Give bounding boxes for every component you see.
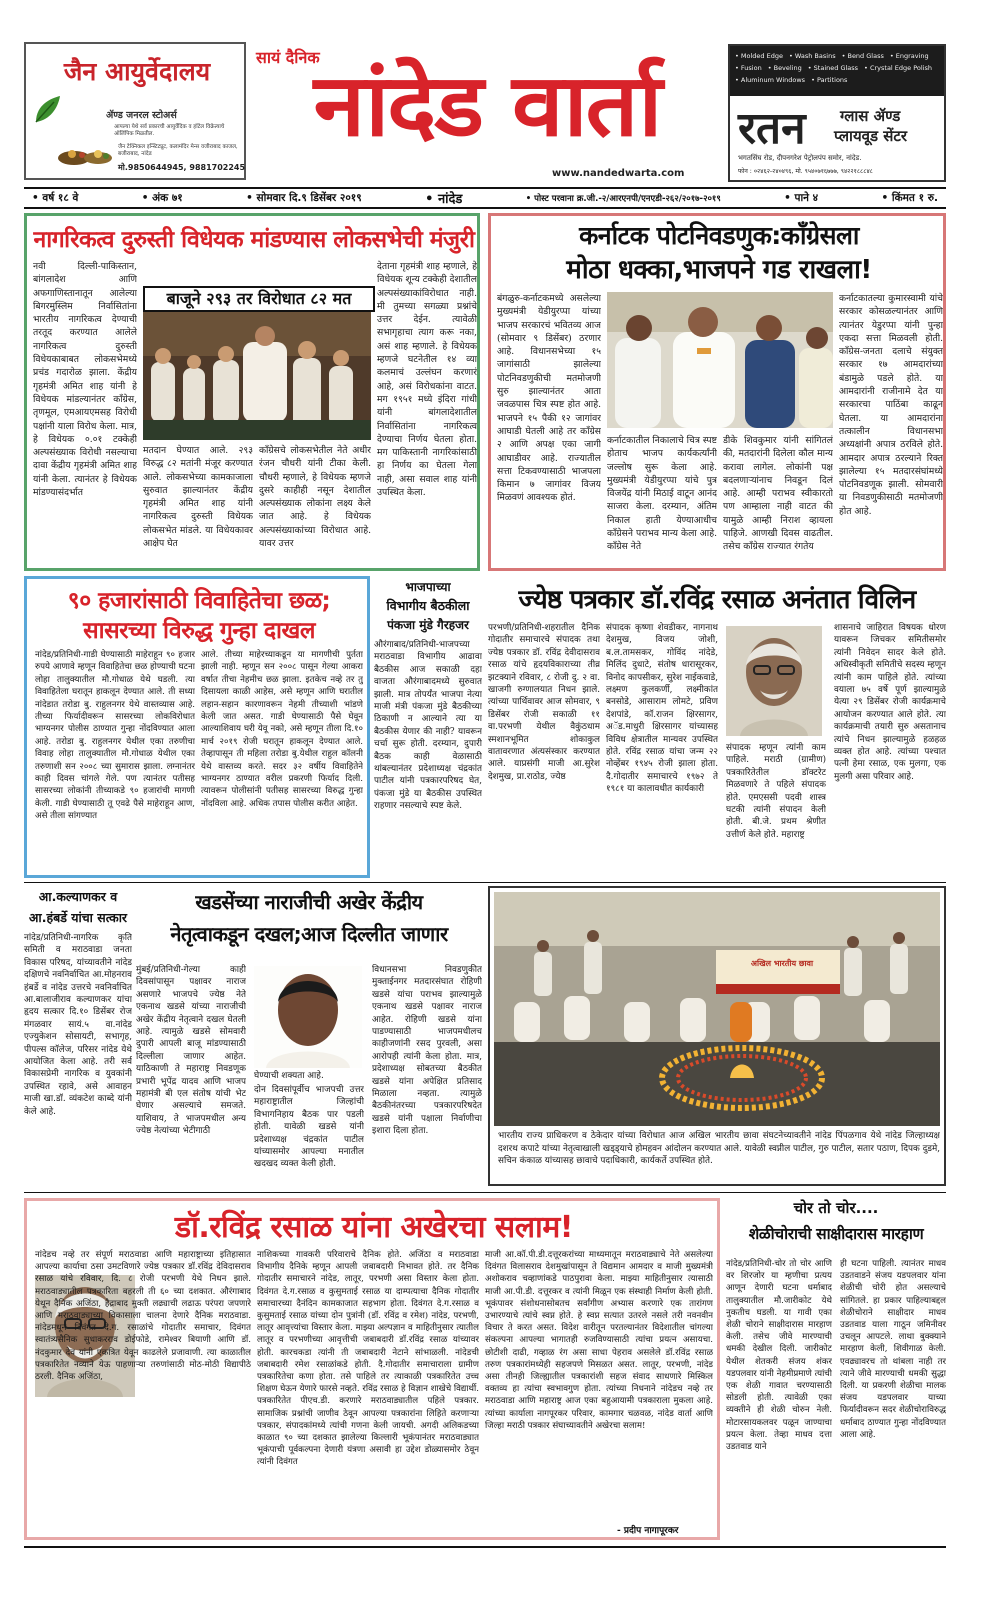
- theft-col-1: नांदेड/प्रतिनिधी-चोर तो चोर आणि वर शिरजोर या म्हणीचा प्रत्यय आणून देणारी घटना धर्माबाद तालुक्यातील मौ.जारीकोट येथे नुकतीच घडली. या गावी एका शेळी चोराने साक्षीदारास मारहाण केली. तसेच जीवे मारण्याची धमकी देखील दिली. जारीकोट येथील शेतकरी संजय शंकर यडपलवार यांनी नेहमीप्रमाणे त्यांची एक शेळी गावात चरण्यासाठी सोडली होती. त्यावेळी एका व्यक्तीने ही शेळी चोरुन नेली. मोटारसायकलवर पळून जाण्याचा प्रयत्न केला. तेव्हा माधव दत्ता उडतवाड याने: [726, 1259, 832, 1453]
- pankaja-headline-3: पंकजा मुंडे गैरहजर: [387, 618, 469, 632]
- kalyankar-body: नांदेड/प्रतिनिधी-नागरिक कृति समिती व मराठवाडा जनता विकास परिषद, यांच्यावतीने नांदेड दक्षिणचे नवनिर्वाचित आ.मोहनराव हंबर्डे व नांदेड उत्तरचे नवनिर्वाचित आ.बालाजीराव कल्याणकर यांचा हृदय सत्कार दि.१० डिसेंबर रोज मंगळवार सायं.५ वा.नांदेड एज्युकेशन सोसायटी, सभागृह, पीपल्स कॉलेज, परिसर नांदेड येथे आयोजित केला आहे. तरी सर्व विकासप्रेमी नागरिक व युवकांनी उपस्थित रहावे, असे आवाहन माजी खा.डॉ. व्यंकटेश काब्दे यांनी केले आहे.: [24, 933, 132, 1117]
- khadse-story: [136, 888, 482, 1186]
- rasal-col-1: परभणी/प्रतिनिधी-शहरातील दैनिक गोदातीर समाचारचे संपादक तथा ज्येष्ठ पत्रकार डॉ. रविंद्र देवीदासराव रसाळ यांचे हृदयविकाराच्या तीव्र झटक्याने रविवार, ८ रोजी दु. २ वा. खाजगी रुग्णालयात निधन झाले. त्यांच्या पार्थिवावर आज सोमवार, ९ डिसेंबर रोजी सकाळी ११ वा.परभणी येथील वैकुंठधाम स्मशानभूमित शोकाकुल वातावरणात अंत्यसंस्कार करण्यात आले. याप्रसंगी माजी आ.सुरेश देशमुख, प्रा.राठोड, ज्येष्ठ: [488, 623, 600, 782]
- service-item: • Wash Basins: [788, 52, 836, 60]
- protest-photo: [494, 892, 940, 1126]
- kalyankar-story: [24, 888, 132, 1186]
- ratan-glass-ad: [728, 44, 946, 182]
- masthead-title: नांदेड वार्ता: [313, 56, 661, 156]
- citizenship-headline: नागरिकत्व दुरुस्ती विधेयक मांडण्यास लोकसभेची मंजुरी: [33, 227, 475, 253]
- pankaja-story: [374, 578, 482, 878]
- ratan-line1: ग्लास ॲण्ड: [840, 107, 901, 125]
- service-item: • Aluminum Windows: [735, 76, 806, 84]
- rasal-col-3: संपादक म्हणून त्यांनी काम पाहिले. मराठी (ग्रामीण) पत्रकारितेतील डॉक्टरेट मिळवणारे ते पहिले संपादक होते. एमएससी पदवी शास्त्र घटकी त्यांनी संपादन केली होती. बी.जे. प्रथम श्रेणीत उत्तीर्ण केले होते. महाराष्ट्र: [726, 743, 826, 840]
- jain-ayurvedalaya-ad: [24, 42, 246, 180]
- ad-phone: मो.9850644945, 9881702245: [118, 163, 246, 172]
- salaam-col-3: माजी आ.कॉ.पी.डी.दत्तूरकरांच्या माध्यमातून मराठवाड्याचे नेते असलेल्या दिवंगत विलासराव देशमुखांपासून ते विद्यमान आमदार व माजी मुख्यमंत्री अशोकराव चव्हाणांकडे पाठपुरावा केला. माझ्या माहितीनुसार त्यासाठी माजी आ.पी.डी. दत्तूरकर व त्यांनी मिळून एक संस्थाही निर्माण केली होती. भूकंपावर संशोधनासोबतच सर्वांगीण अभ्यास करणारे एक तारांगण उभारण्याचे त्यांचे स्वप्न होते. हे स्वप्न सत्यात उतरले नसले तरी नवनवीन विचार ते करत असत. विदेश वारीतून परतल्यानंतर विदेशातील चांगल्या संकल्पना आपल्या भागातही रुजविण्यासाठी त्यांचा प्रयत्न असायचा. छोटीशी दाढी, गव्हाळ रंग असा साधा पेहराव असलेले डॉ.रविंद्र रसाळ तरुण पत्रकारांमध्येही सहजपणे मिसळत असत. लातूर, परभणी, नांदेड असा तीनही जिल्ह्यातील पत्रकारांशी सहज संवाद साधणारे मिस्किल वक्तव्य हा त्यांचा स्वभावगुण होता. त्यांच्या निधनाने नांदेडच नव्हे तर मराठवाडा आणि महाराष्ट्र आज एका बहुआयामी पत्रकाराला मुकला आहे. त्यांच्या कार्याला नागपूरकर परिवार, कामगार चळवळ, नांदेड वार्ता आणि जिल्हा मराठी पत्रकार संघाच्यावतीने अखेरचा सलाम!: [485, 1250, 713, 1431]
- ratan-address: भगतसिंघ रोड, दीपनगरेश पेट्रोलपंप समोर, नांदेड.: [738, 154, 862, 162]
- dateline-city: • नांदेड: [425, 192, 463, 207]
- dateline-bar: [24, 187, 946, 209]
- citizenship-col-1: नवी दिल्ली-पाकिस्तान, बांगलादेश आणि अफगाणिस्तानातून आलेल्या बिगरमुस्लिम निर्वासितांना भारतीय नागरिकत्व देण्याची तरतूद करण्यात आलेले नागरिकत्व दुरुस्ती विधेयकाबाबत लोकसभेमध्ये प्रचंड गदारोळ झाला. केंद्रीय गृहमंत्री अमित शाह यांनी हे विधेयक मांडल्यानंतर काँग्रेस, तृणमूल, एमआयएमसह विरोधी पक्षांनी याला विरोध केला. मात्र, हे विधेयक ०.०१ टक्केही अल्पसंख्याक विरोधी नसल्याचा दावा केंद्रीय गृहमंत्री अमित शाह यांनी केला. त्यानंतर हे विधेयक मांडण्यासंदर्भात: [33, 261, 137, 499]
- khadse-headline-1: खडसेंच्या नाराजीची अखेर केंद्रीय: [195, 890, 423, 914]
- dateline-issue: • अंक ७१: [141, 192, 183, 204]
- khadse-portrait: [254, 966, 362, 1068]
- karnataka-col-4: कर्नाटकातल्या कुमारस्वामी यांचे सरकार कोसळल्यानंतर आणि त्यानंतर येडुरप्पा यांनी पुन्हा एकदा सत्ता मिळवली होती. काँग्रेस-जनता दलाचे संयुक्त सरकार १७ आमदारांच्या बंडामुळे पडले होते. या आमदारांनी राजीनामे देत या सरकारचा पाठिंबा काढून घेतला. या आमदारांना तत्कालीन विधानसभा अध्यक्षांनी अपात्र ठरविले होते. आमदार अपात्र ठरल्याने रिक्त झालेल्या १५ मतदारसंघांमध्ये पोटनिवडणूक झाली. सोमवारी या निवडणुकीसाठी मतमोजणी होत आहे.: [839, 293, 943, 517]
- citizenship-tag-box: [143, 286, 375, 312]
- dateline-license: • पोस्ट परवाना क्र.जी.-२/आरएनपी/एनएडी-२६२/२०१७-२०१९: [525, 193, 721, 204]
- citizenship-tag: बाजूने २९३ तर विरोधात ८२ मत: [166, 289, 352, 308]
- pankaja-body: औरंगाबाद/प्रतिनिधी-भाजपच्या मराठवाडा विभागीय आढावा बैठकीस आज सकाळी दहा वाजता औरंगाबादमध्ये सुरुवात झाली. मात्र तोपर्यंत भाजपा नेत्या माजी मंत्री पंकजा मुंडे बैठकीच्या ठिकाणी न आल्याने त्या या बैठकीस येणार की नाही? यावरून चर्चा सुरू होती. दरम्यान, दुपारी बैठक काही वेळासाठी थांबल्यानंतर प्रदेशाध्यक्ष चंद्रकांत पाटील यांनी पत्रकारपरिषद घेत, पंकजा मुंडे या बैठकीस उपस्थित राहणार नसल्याचे स्पष्ट केले.: [374, 640, 482, 812]
- ratan-phone: फोन : ०२४६२-२४०४९६, मो. ९५४०७१६७७७, ९४२२१८८८४८: [738, 168, 873, 175]
- service-item: • Molded Edge: [735, 52, 783, 60]
- khadse-col-2b: दोन दिवसांपूर्वीच भाजपची उत्तर महाराष्ट्रातील जिल्हांची विभागनिहाय बैठक पार पडली होती. यावेळी खडसे यांनी प्रदेशाध्यक्ष चंद्रकांत पाटील यांच्यासमोर आपल्या मनातील खदखद व्यक्त केली होती.: [254, 1085, 364, 1170]
- kalyankar-headline-2: आ.हंबर्डे यांचा सत्कार: [28, 910, 128, 925]
- khadse-col-1: मुंबई/प्रतिनिधी-गेल्या काही दिवसांपासून पक्षावर नाराज असणारे भाजपचे ज्येष्ठ नेते एकनाथ खडसे यांच्या नाराजीची अखेर केंद्रीय नेतृत्वाने दखल घेतली आहे. त्यामुळे खडसे सोमवारी दुपारी आपली बाजू मांडण्यासाठी दिल्लीला जाणार आहेत. याठिकाणी ते महाराष्ट्र निवडणूक प्रभारी भूपेंद्र यादव आणि भाजप महामंत्री बी एल संतोष यांची भेट घेणार असल्याचे समजते. याशिवाय, ते भाजपमधील अन्य ज्येष्ठ नेत्यांच्या भेटीगाठी: [136, 965, 246, 1137]
- dateline-year: • वर्ष १८ वे: [32, 192, 79, 204]
- rasal-story: [488, 578, 946, 878]
- masthead-kicker: सायं दैनिक: [256, 48, 320, 67]
- celebration-photo: [607, 292, 833, 428]
- khadse-col-3: विधानसभा निवडणुकीत मुक्ताईनगर मतदारसंघात रोहिणी खडसे यांचा पराभव झाल्यामुळे एकनाथ खडसे पक्षावर नाराज आहेत. रोहिणी खडसे यांना पाडण्यासाठी भाजपमधीलच काहीजणांनी रसद पुरवली, असा आरोपही त्यांनी केला होता. मात्र, प्रदेशाध्यक्ष सोबतच्या बैठकीत खडसे यांना अपेक्षित प्रतिसाद मिळाला नव्हता. त्यामुळे बैठकीनंतरच्या पत्रकारपरिषदेत खडसे यांनी पक्षाला निर्वाणीचा इशारा दिला होता.: [372, 965, 482, 1137]
- dowry-headline-1: ९० हजारांसाठी विवाहितेचा छळ;: [67, 588, 331, 614]
- pankaja-kicker: भाजपाच्या: [405, 580, 451, 594]
- salaam-story: [24, 1198, 720, 1540]
- protest-caption: भारतीय राज्य प्राधिकरण व ठेकेदार यांच्या विरोधात आज अखिल भारतीय छावा संघटनेच्यावतीने नांदेड पिंपळगाव येथे नांदेड जिल्हाध्यक्ष दशरथ कपाटे यांच्या नेतृत्वाखाली खड्ड्याचे होमहवन आंदोलन करण्यात आले. यावेळी स्वप्नील पाटील, गुरु पाटील, सतार पठाण, दिपक दुडमे, सचिन कंकाळ यांच्यासह छावाचे पदाधिकारी, कार्यकर्ते उपस्थित होते.: [498, 1131, 940, 1167]
- rasal-col-4: शासनाचे जाहिरात विषयक धोरण यावरून जिचकर समितीसमोर त्यांनी निवेदन सादर केले होते. अधिस्वीकृती समितीचे सदस्य म्हणून त्यांनी काम पाहिले होते. त्यांच्या वयाला ७५ वर्षे पूर्ण झाल्यामुळे येत्या २९ डिसेंबर रोजी कार्यक्रमाचे आयोजन करण्यात आले होते. त्या कार्यक्रमाची तयारी सुरु असतानाच त्यांचे निधन झाल्यामुळे हळहळ व्यक्त होत आहे. त्यांच्या पश्चात पत्नी हेमा रसाळ, एक मुलगा, एक मुलगी असा परिवार आहे.: [834, 623, 946, 782]
- masthead-url[interactable]: www.nandedwarta.com: [552, 168, 685, 179]
- ad-title: जैन आयुर्वेदालय: [63, 57, 211, 86]
- salaam-col-2: नाशिकच्या गावकरी परिवाराचे दैनिक होते. अजिंठा व मराठवाडा विभागीय दैनिके म्हणून आपली जबाबदारी निभावत होते. तर दैनिक गोदातीर समाचारने नांदेड, लातूर, परभणी असा विस्तार केला होता. दिवंगत दे.ग.रसाळ व कुसुमताई रसाळ या दाम्पत्याचा दैनिक गोदातीर समाचारच्या दैनंदिन कामकाजात सहभाग होता. दिवंगत दे.ग.रसाळ व कुसुमताई रसाळ यांच्या दोन पुत्रांनी (डॉ. रविंद्र व रमेश) नांदेड, परभणी, लातूर आवृत्त्यांचा विस्तार केला. माझ्या अल्पज्ञान व माहितीनुसार त्यातील लातूर व परभणीच्या आवृत्तीची जबाबदारी डॉ.रविंद्र रसाळ यांच्यावर होती. कारचकडा त्यांनी ती जबाबदारी नेटाने सांभाळली. नांदेडची जबाबदारी रमेश रसाळांकडे होती. दै.गोदातीर समाचाराला ग्रामीण पत्रकारितेचा कणा होता. तसे पाहिले तर त्याकाळी पत्रकारितेत उच्च शिक्षण घेऊन येणारे फारसे नव्हते. रविंद्र रसाळ हे विज्ञान शाखेचे विद्यार्थी. पत्रकारितेत पीएच.डी. करणारे मराठवाड्यातील पहिले पत्रकार. सामाजिक प्रश्नांची जाणीव ठेवून आपल्या पत्रकारांना लिहिते करणाऱ्या पत्रकार, संपादकांमध्ये त्यांची गणना केली जायची. अगदी अलिकडच्या काळात ९० च्या दशकात झालेल्या किल्लारी भूकंपानंतर मराठवाड्यात भूकंपाची पूर्वकल्पना देणारी यंत्रणा असावी हा उद्देश डोळ्यासमोर ठेवून त्यांनी दिवंगत: [257, 1250, 479, 1468]
- masthead: [252, 42, 722, 182]
- karnataka-headline-2: मोठा धक्का,भाजपने गड राखला!: [566, 255, 872, 285]
- ratan-line2: प्लायवूड सेंटर: [834, 127, 908, 145]
- citizenship-col-3: काँग्रेसचे लोकसभेतील नेते अधीर रंजन चौधरी यांनी टीका केली. चौधरी म्हणाले, हे विधेयक म्हणजे दुसरे काहीही नसून देशातील अल्पसंख्याक लोकांना लक्ष्य केले जात आहे. हे विधेयक अल्पसंख्याकांच्या विरोधात आहे. यावर उत्तर: [259, 445, 371, 550]
- ratan-name: रतन: [738, 103, 806, 154]
- service-item: • Fusion: [735, 64, 762, 72]
- dateline-pages: • पाने ४: [784, 192, 819, 204]
- karnataka-col-3: डीके शिवकुमार यांनी सांगितलं की, मतदारांनी दिलेला कौल मान्य करावा लागेल. लोकांनी पक्ष बदलणाऱ्यांनाच निवडून दिलं आहे. आम्ही पराभव स्वीकारतो पण आम्हाला नाही वाटत की यामुळे आम्ही निराश व्हायला पाहिजे. आणखी दिवस वाढतील. तसेच काँग्रेस राज्यात रंगतेय: [723, 435, 833, 553]
- leaf-icon: [32, 94, 62, 126]
- theft-col-2: ही घटना पाहिली. त्यानंतर माधव उडतवाडने संजय यडपलवार यांना शेळीची चोरी होत असल्याचे सांगितले. हा प्रकार पाहिल्याबद्दल शेळीचोराने साक्षीदार माधव उडतवाड याला गाठून जमिनीवर उचलून आपटले. लाथा बुक्क्याने मारहाण केली, शिवीगाळ केली. एवढ्यावरच तो थांबला नाही तर त्याने जीवे मारण्याची धमकी सुद्धा दिली. या प्रकरणी शेळीचा मालक संजय यडपलवार याच्या फिर्यादीवरून सदर शेळीचोराविरुद्ध धर्माबाद ठाण्यात गुन्हा नोंदविण्यात आला आहे.: [840, 1259, 946, 1440]
- dowry-story: [24, 576, 370, 878]
- theft-headline: शेळीचोराची साक्षीदारास मारहाण: [748, 1225, 924, 1243]
- parliament-photo: [143, 312, 371, 440]
- protest-story: [488, 886, 946, 1186]
- khadse-headline-2: नेतृत्वाकडून दखल;आज दिल्लीत जाणार: [170, 922, 448, 946]
- citizenship-col-2: मतदान घेण्यात आले. २९३ विरुद्ध ८२ मतांनी मंजूर करण्यात आले. लोकसभेच्या कामकाजाला सुरुवात झाल्यानंतर केंद्रीय गृहमंत्री अमित शाह यांनी नागरिकत्व दुरुस्ती विधेयक लोकसभेत मांडले. या विधेयकावर आक्षेप घेत: [143, 445, 253, 550]
- karnataka-caption: कर्नाटकातील निकालाचे चित्र स्पष्ट होताच भाजप कार्यकर्त्यांनी जल्लोष सुरू केला आहे. मुख्यमंत्री येडीयुरप्पा यांचे पुत्र विजयेंद्र यांनी मिठाई वाटून आनंद साजरा केला. दरम्यान, अंतिम निकाल हाती येण्याआधीच काँग्रेसने पराभव मान्य केला आहे. काँग्रेस नेते: [607, 435, 717, 553]
- salaam-col-1: नांदेडच नव्हे तर संपूर्ण मराठवाडा आणि महाराष्ट्राच्या इतिहासात आपल्या कार्याचा ठसा उमटविणारे ज्येष्ठ पत्रकार डॉ.रविंद्र देविदासराव रसाळ यांचे रविवार, दि. ८ रोजी परभणी येथे निधन झाले. मराठवाड्यातील पत्रकारिता बहरली ती ६० च्या दशकात. औरंगाबाद येथून दैनिक अजिंठा, हैद्राबाद मुक्ती लढ्याची लढाऊ परंपरा जपणारे आणि मराठवाड्याच्या विकासाला चालना देणारे दैनिक मराठवाडा. नांदेडमधून दिवंगत दे.ग. रसाळांचे गोदातीर समाचार, दिवंगत स्वातंत्र्यसैनिक सुधाकरराव डोईफोडे, रामेश्वर बियाणी आणि डॉ. नंदकुमार देव यांनी एकत्रित येवून काढलेले प्रजावाणी. त्या काळातील पत्रकारितेत नव्याने येऊ पाहणाऱ्या तरुणांसाठी मोठ-मोठी विद्यापीठे ठरली. दैनिक अजिंठा,: [35, 1250, 251, 1383]
- pankaja-headline-2: विभागीय बैठकीला: [386, 598, 470, 613]
- dateline-date: • सोमवार दि.९ डिसेंबर २०१९: [246, 192, 362, 204]
- service-item: • Beveling: [767, 64, 802, 72]
- theft-story: [726, 1198, 946, 1540]
- citizenship-col-4: देताना गृहमंत्री शाह म्हणाले, हे विधेयक शून्य टक्केही देशातील अल्पसंख्याकांविरोधात नाही. मी तुमच्या सगळ्या प्रश्नांचे उत्तर देईन. त्यावेळी सभागृहाचा त्याग करू नका, असं शाह म्हणाले. हे विधेयक म्हणजे घटनेतील १४ व्या कलमाचं उल्लंघन करणारं आहे, असं विरोधकांना वाटत. मग १९५१ मध्ये इंदिरा गांधी यांनी बांगलादेशातील निर्वासितांना नागरिकत्व देण्याचा निर्णय घेतला होता. मग पाकिस्तानी नागरिकांसाठी हा निर्णय का घेतला गेला नाही, असा सवाल शाह यांनी उपस्थित केला.: [377, 261, 477, 499]
- karnataka-col-1: बंगळुरु-कर्नाटकमध्ये असलेल्या मुख्यमंत्री येडीयुरप्पा यांच्या भाजप सरकारचं भवितव्य आज (सोमवार ९ डिसेंबर) ठरणार आहे. विधानसभेच्या १५ जागांसाठी झालेल्या पोटनिवडणुकीची मतमोजणी सुरु झाल्यानंतर आता जवळपास चित्र स्पष्ट होत आहे. भाजपने १५ पैकी १२ जागांवर आघाडी घेतली आहे तर काँग्रेस २ आणि अपक्ष एका जागी आघाडीवर आहे. राज्यातील सत्ता टिकवण्यासाठी भाजपला किमान ७ जागांवर विजय मिळवणं आवश्यक होतं.: [497, 293, 601, 504]
- dowry-col-2: आले. तीच्या माहेरच्याकडून या मागणीची पुर्तता झाली नाही. म्हणून सन २००८ पासून गेल्या आकरा वर्षात तीचा नेहमीच छळ झाला. इतकेच नव्हे तर तु दिसायला काळी आहेस, असे म्हणून आणि घरातील लहान-सहान कारणावरून नेहमी तीच्याशी भांडणे केली जात असत. गाडी घेण्यासाठी पैसे घेवून आल्याशिवाय घरी येवू नको, असे म्हणून तीला दि.१० मार्च २०१९ रोजी घरातून हाकलून देण्यात आले. तेव्हापासून ती महिला तरोडा बु.येथील राहुल कॉलनी येथे वास्तव्य करते. सदर ३२ वर्षीय विवाहितेने भाग्यनगर ठाण्यात वरील प्रकरणी फिर्याद दिली. त्यावरून पोलीसांनी पतीसह सासरच्या विरुद्ध गुन्हा नोंदविला आहे. अधिक तपास पोलीस करीत आहेत.: [201, 650, 363, 809]
- service-item: • Bend Glass: [841, 52, 884, 60]
- bottom-rule: [24, 1546, 946, 1548]
- dateline-price: • किंमत १ रु.: [881, 192, 938, 204]
- service-item: • Crystal Edge Polish: [864, 64, 933, 72]
- salaam-byline: - प्रदीप नागापूरकर: [617, 1526, 679, 1536]
- rasal-headline: ज्येष्ठ पत्रकार डॉ.रविंद्र रसाळ अनंतात विलिन: [518, 585, 916, 615]
- karnataka-headline-1: कर्नाटक पोटनिवडणुक:काँग्रेसला: [579, 221, 859, 250]
- dowry-col-1: नांदेड/प्रतिनिधी-गाडी घेण्यासाठी माहेराहून ९० हजार रुपये आणावे म्हणून विवाहितेचा छळ होण्याची घटना लोहा तालुक्यातील मौ.गोधाळ येथे घडली. त्या विवाहितेला घरातून हाकलून देण्यात आले. ती सध्या नांदेडात तरोडा बु. राहुलनगर येथे वास्तव्यास आहे. तीच्या फिर्यादीवरून सासरच्या लोकविरोधात भाग्यनगर पोलीस ठाण्यात गुन्हा नोंदविण्यात आला आहे. तरोडा बु. राहुलनगर येथील एका तरुणीचा विवाह लोहा तालुक्यातील मौ.गोधाळ येथील एका तरुणाशी सन २००८ च्या सुमारास झाला. लग्नानंतर काही दिवस चांगले गेले. पण त्यानंतर पतीसह सासरच्या लोकांनी तीच्याकडे ९० हजारांची मागणी केली. गाडी घेण्यासाठी तू एवढे पैसे माहेराहून आण, असे तीला सांगण्यात: [35, 650, 195, 822]
- herbs-image: [56, 136, 116, 168]
- kalyankar-headline-1: आ.कल्याणकर व: [38, 889, 118, 904]
- ad-description: आपल्या येथे सर्व प्रकारची आयुर्वेदिक व हॉटेल विक्रेत्याचे ऑलिंपिक मिळतील.: [114, 124, 225, 137]
- citizenship-story: [24, 213, 480, 571]
- salaam-headline: डॉ.रविंद्र रसाळ यांना अखेरचा सलाम!: [175, 1210, 573, 1245]
- rasal-portrait: [726, 626, 822, 736]
- ad-address: जैन टेक्निकल इन्स्टिट्यूट, कलामंदिर मेन्स वजीराबाद काजल, बजीराबाद, नांदेड: [118, 144, 238, 157]
- dowry-headline-2: सासरच्या विरुद्ध गुन्हा दाखल: [83, 618, 315, 644]
- section-divider-1: [24, 882, 946, 883]
- theft-kicker: चोर तो चोर....: [793, 1199, 879, 1217]
- service-item: • Partitions: [811, 76, 848, 84]
- section-divider-2: [24, 1192, 946, 1193]
- services-strip: [730, 46, 944, 96]
- rasal-col-2: संपादक कृष्णा शेवडीकर, नागनाथ देशमुख, विजय जोशी, ब.ल.तामसकर, गोविंद नांदेडे, मिलिंद दुधाटे, संतोष धारासूरकर, विनोद कापसीकर, सुरेश नाईकवाडे, लक्ष्मण कुलकर्णी, लक्ष्मीकांत बनसोडे, आसाराम लोमटे, प्रविण देशपांडे, कॉ.राजन क्षिरसागर, अॅड.माधुरी क्षिरसागर यांच्यासह विविध क्षेत्रातील मान्यवर उपस्थित होते. रविंद्र रसाळ यांचा जन्म २२ नोव्हेंबर १९४५ रोजी झाला होता. दै.गोदातीर समाचारचे १९७२ ते १९८१ या कालावधीत कार्यकारी: [606, 623, 718, 795]
- protest-banner: अखिल भारतीय छावा: [750, 959, 814, 968]
- service-item: • Engraving: [889, 52, 929, 60]
- service-item: • Stained Glass: [807, 64, 859, 72]
- ad-subtitle: ॲण्ड जनरल स्टोअर्स: [106, 110, 177, 121]
- karnataka-story: [488, 213, 946, 571]
- khadse-caption: घेण्याची शक्यता आहे.: [254, 1071, 324, 1081]
